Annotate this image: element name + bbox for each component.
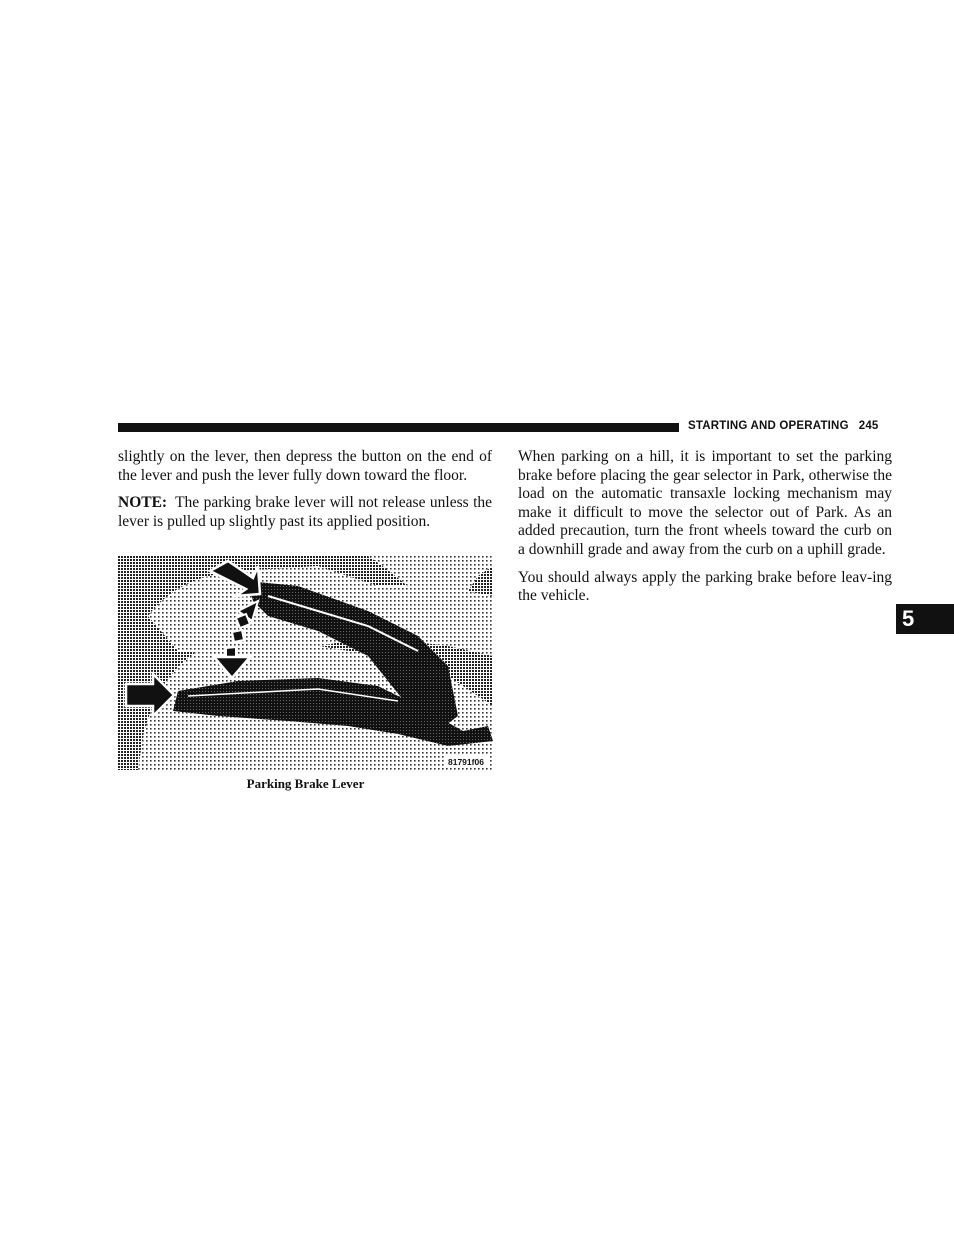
section-title: STARTING AND OPERATING [688,420,849,432]
note-paragraph [118,494,492,531]
note-text: The parking brake lever will not release unless the lever is pulled up slightly past its applied position. [118,494,492,530]
chapter-tab [896,604,954,634]
parking-brake-illustration [118,556,493,770]
left-column [118,448,492,540]
page-number: 245 [858,420,879,432]
right-column [518,448,892,615]
right-paragraph-1: When parking on a hill, it is important to set the parking brake before placing the gear selector in Park, otherwise the load on the automatic transaxle locking mechanism may make it difficult to move the selector out of Park. As an added precaution, turn the front wheels toward the curb on a downhill grade and away from the curb on a uphill grade. [518,448,892,558]
chapter-number: 5 [902,606,915,631]
header-rule [118,423,679,432]
running-header [688,420,892,432]
figure-caption: Parking Brake Lever [246,776,365,791]
left-paragraph: slightly on the lever, then depress the button on the end of the lever and push the lever fully down toward the floor. [118,448,492,484]
right-paragraph-2: You should always apply the parking brake before leav-ing the vehicle. [518,568,892,605]
figure-image-code: 81791f06 [448,757,484,767]
note-label: NOTE: [118,494,168,512]
parking-brake-figure [118,556,493,770]
